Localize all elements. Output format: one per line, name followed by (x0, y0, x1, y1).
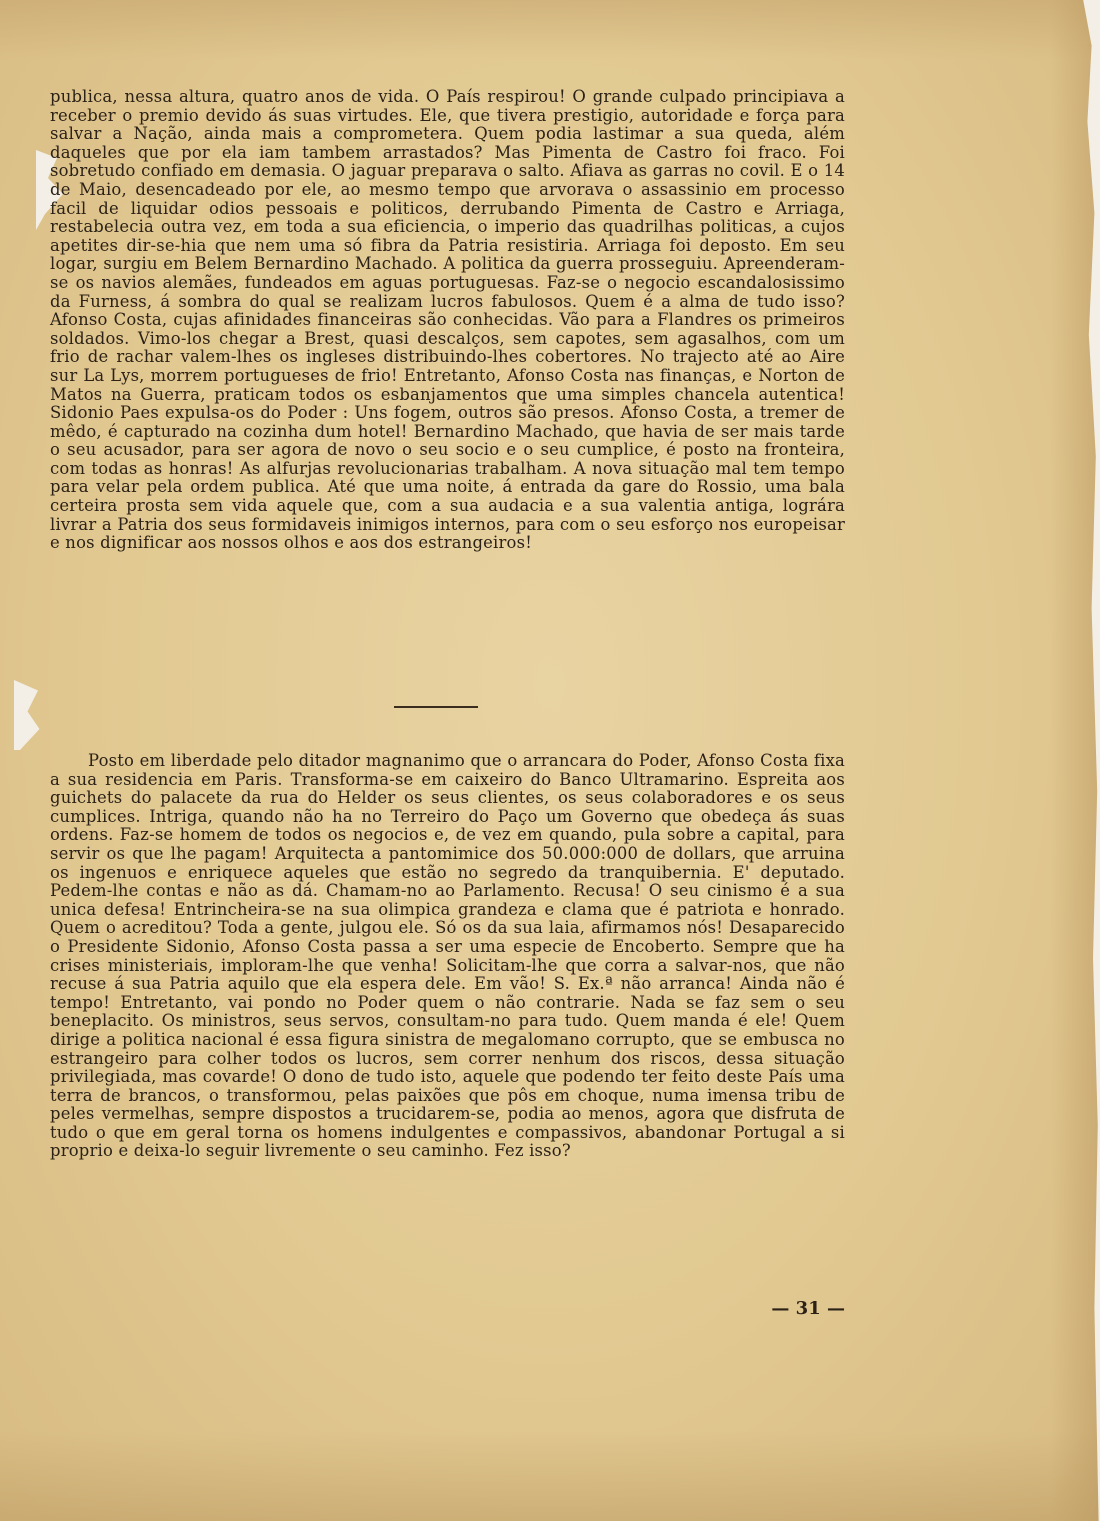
paper-stain-bottom (0, 1430, 1100, 1521)
section-divider (394, 706, 478, 708)
body-paragraph-2 (50, 752, 845, 1161)
body-paragraph-1 (50, 88, 845, 553)
page-number: — 31 — (771, 1298, 845, 1319)
paragraph-2-text: Posto em liberdade pelo ditador magnanimo que o arrancara do Poder, Afonso Costa fixa a sua residencia em Paris. Transforma-se em caixeiro do Banco Ultramarino. Espreita aos guichets do palacete da rua do Helder os seus clientes, os seus colaboradores e os seus cumplices. Intriga, quando não ha no Terreiro do Paço um Governo que obedeça ás suas ordens. Faz-se homem de todos os negocios e, de vez em quando, pula sobre a capital, para servir os que lhe pagam! Arquitecta a pantomimice dos 50.000:000 de dollars, que arruina os ingenuos e enriquece aqueles que estão no segredo da tranquibernia. E' deputado. Pedem-lhe contas e não as dá. Chamam-no ao Parlamento. Recusa! O seu cinismo é a sua unica defesa! Entrincheira-se na sua olimpica grandeza e clama que é patriota e honrado. Quem o acreditou? Toda a gente, julgou ele. Só os da sua laia, afirmamos nós! Desaparecido o Presidente Sidonio, Afonso Costa passa a ser uma especie de Encoberto. Sempre que ha crises ministeriais, imploram-lhe que venha! Solicitam-lhe que corra a salvar-nos, que não recuse á sua Patria aquilo que ela espera dele. Em vão! S. Ex.ª não arranca! Ainda não é tempo! Entretanto, vai pondo no Poder quem o não contrarie. Nada se faz sem o seu beneplacito. Os ministros, seus servos, consultam-no para tudo. Quem manda é ele! Quem dirige a politica nacional é essa figura sinistra de megalomano corrupto, que se embusca no estrangeiro para colher todos os lucros, sem correr nenhum dos riscos, dessa situação privilegiada, mas covarde! O dono de tudo isto, aquele que podendo ter feito deste País uma terra de brancos, o transformou, pelas paixões que pôs em choque, numa imensa tribu de peles vermelhas, sempre dispostos a trucidarem-se, podia ao menos, agora que disfruta de tudo o que em geral torna os homens indulgentes e compassivos, abandonar Portugal a si proprio e deixa-lo seguir livremente o seu caminho. Fez isso? (50, 751, 845, 1161)
paper-stain-top (0, 0, 1100, 60)
torn-edge-left-lower (14, 680, 44, 750)
torn-edge-right (1072, 0, 1100, 1521)
paper-stain-right (1050, 0, 1100, 1521)
paragraph-1-text: publica, nessa altura, quatro anos de vida. O País respirou! O grande culpado principiava a receber o premio devido ás suas virtudes. Ele, que tivera prestigio, autoridade e força para salvar a Nação, ainda mais a comprometera. Quem podia lastimar a sua queda, além daqueles que por ela iam tambem arrastados? Mas Pimenta de Castro foi fraco. Foi sobretudo confiado em demasia. O jaguar preparava o salto. Afiava as garras no covil. E o 14 de Maio, desencadeado por ele, ao mesmo tempo que arvorava o assassinio em processo facil de liquidar odios pessoais e politicos, derrubando Pimenta de Castro e Arriaga, restabelecia outra vez, em toda a sua eficiencia, o imperio das quadrilhas politicas, a cujos apetites dir-se-hia que nem uma só fibra da Patria resistiria. Arriaga foi deposto. Em seu logar, surgiu em Belem Bernardino Machado. A politica da guerra prosseguiu. Apreenderam-se os navios alemães, fundeados em aguas portuguesas. Faz-se o negocio escandalosissimo da Furness, á sombra do qual se realizam lucros fabulosos. Quem é a alma de tudo isso? Afonso Costa, cujas afinidades financeiras são conhecidas. Vão para a Flandres os primeiros soldados. Vimo-los chegar a Brest, quasi descalços, sem capotes, sem agasalhos, com um frio de rachar valem-lhes os ingleses distribuindo-lhes cobertores. No trajecto até ao Aire sur La Lys, morrem portugueses de frio! Entretanto, Afonso Costa nas finanças, e Norton de Matos na Guerra, praticam todos os esbanjamentos que uma simples chancela autentica! Sidonio Paes expulsa-os do Poder : Uns fogem, outros são presos. Afonso Costa, a tremer de mêdo, é capturado na cozinha dum hotel! Bernardino Machado, que havia de ser mais tarde o seu acusador, para ser agora de novo o seu socio e o seu cumplice, é posto na fronteira, com todas as honras! As alfurjas revolucionarias trabalham. A nova situação mal tem tempo para velar pela ordem publica. Até que uma noite, á entrada da gare do Rossio, uma bala certeira prosta sem vida aquele que, com a sua audacia e a sua valentia antiga, lográra livrar a Patria dos seus formidaveis inimigos internos, para com o seu esforço nos europeisar e nos dignificar aos nossos olhos e aos dos estrangeiros! (50, 87, 845, 553)
